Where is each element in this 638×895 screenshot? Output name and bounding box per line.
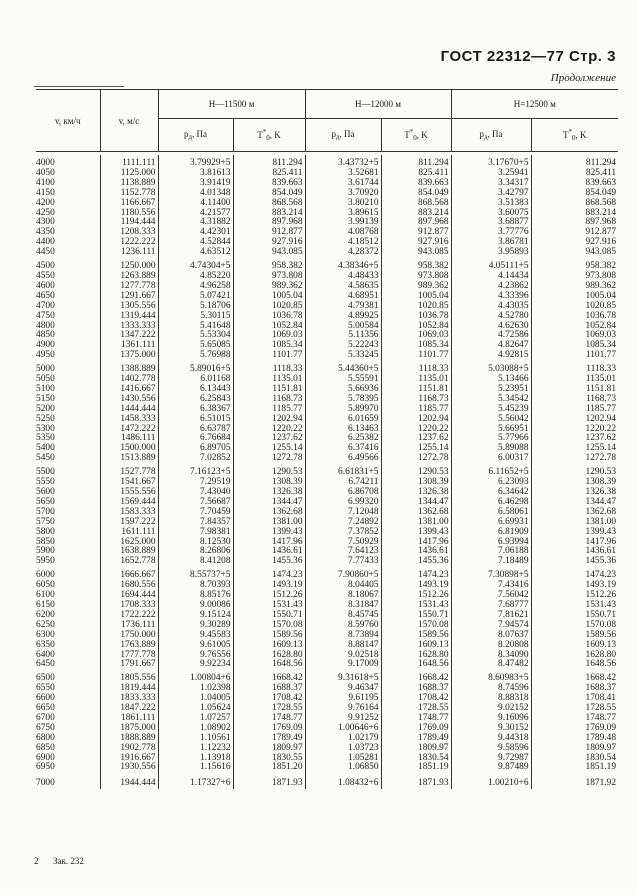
- pressure-unit: , Па: [192, 129, 208, 139]
- pressure-symbol: p: [331, 129, 336, 139]
- cell-pressure: 4.38346+5 4.48433 4.58635 4.68951 4.79381 4.89925 5.00584 5.11356 5.22243 5.33245: [305, 258, 381, 361]
- cell-temperature: 1871.92: [531, 773, 618, 789]
- cell-temperature: 811.294 825.411 839.663 854.049 868.568 883.214 897.968 912.877 927.916 943.085: [233, 155, 305, 258]
- cell-temperature: 1290.53 1308.39 1326.38 1344.47 1362.68 1381.00 1399.43 1417.96 1436.61 1455.36: [381, 464, 451, 567]
- header-rule: [34, 86, 124, 87]
- cell-temperature: 1290.53 1308.39 1326.38 1344.47 1362.68 1381.00 1399.43 1417.96 1436.61 1455.36: [233, 464, 305, 567]
- cell-temperature: 811.294 825.411 839.663 854.049 868.568 883.214 897.968 912.877 927.916 943.085: [381, 155, 451, 258]
- cell-temperature: 1474.23 1493.19 1512.26 1531.43 1550.71 1570.08 1589.56 1609.13 1628.80 1648.56: [381, 567, 451, 670]
- temperature-subscript: 0: [413, 134, 417, 142]
- temperature-superscript: *: [262, 128, 267, 136]
- cell-pressure: 3.79929+5 3.81613 3.91419 4.01348 4.11400 4.21577 4.31882 4.42301 4.52844 4.63512: [158, 155, 233, 258]
- cell-v-ms: 1666.667 1680.556 1694.444 1708.333 1722.222 1736.111 1750.000 1763.889 1777.778 1791.667: [100, 567, 158, 670]
- col-header-temperature: [381, 119, 451, 152]
- group-header-3: H=12500 м: [451, 90, 618, 119]
- temperature-subscript: 0: [266, 134, 270, 142]
- cell-pressure: 5.44360+5 5.55591 5.66936 5.78395 5.89970 6.01659 6.13463 6.25382 6.37416 6.49566: [305, 361, 381, 464]
- table-row-block: [36, 155, 618, 258]
- cell-pressure: 8.60983+5 8.74596 8.88318 9.02152 9.16096 9.30152 9.44318 9.58596 9.72987 9.87489: [451, 670, 531, 773]
- pressure-subscript: д: [335, 133, 340, 141]
- cell-temperature: 1668.42 1688.37 1708.42 1728.55 1748.77 1769.09 1789.49 1809.97 1830.55 1851.20: [233, 670, 305, 773]
- cell-pressure: 7.30898+5 7.43416 7.56042 7.68777 7.81621 7.94574 8.07637 8.20808 8.34090 8.47482: [451, 567, 531, 670]
- cell-pressure: 8.55737+5 8.70393 8.85176 9.00086 9.15124 9.30289 9.45583 9.61005 9.76556 9.92234: [158, 567, 233, 670]
- document-title: ГОСТ 22312—77 Стр. 3: [440, 48, 616, 65]
- temperature-subscript: 0: [572, 134, 576, 142]
- pressure-subscript: д: [483, 133, 488, 141]
- cell-v-kmh: 5000 5050 5100 5150 5200 5250 5300 5350 5400 5450: [36, 364, 55, 464]
- col-header-v-kmh: v, км/ч: [36, 90, 100, 152]
- cell-pressure: 1.17327+6: [158, 773, 233, 789]
- pressure-unit: , Па: [487, 129, 503, 139]
- cell-v-kmh: 7000: [36, 778, 55, 789]
- pressure-subscript: д: [188, 133, 193, 141]
- cell-pressure: 5.89016+5 6.01168 6.13443 6.25843 6.38367 6.51015 6.63787 6.76684 6.89705 7.02852: [158, 361, 233, 464]
- cell-pressure: 5.03088+5 5.13466 5.23951 5.34542 5.45239 5.56042 5.66951 5.77966 5.89088 6.00317: [451, 361, 531, 464]
- col-header-temperature: [233, 119, 305, 152]
- col-header-pressure: [305, 119, 381, 152]
- temperature-symbol: T: [563, 130, 569, 140]
- pressure-symbol: p: [183, 129, 189, 139]
- cell-temperature: 1474.23 1493.19 1512.26 1531.43 1550.71 1570.08 1589.56 1609.13 1628.80 1648.56: [233, 567, 305, 670]
- cell-v-ms: 1111.111 1125.000 1138.889 1152.778 1166.667 1180.556 1194.444 1208.333 1222.222 1236.111: [100, 155, 158, 258]
- page-footer: [34, 856, 84, 866]
- cell-pressure: 6.61831+5 6.74211 6.86708 6.99320 7.12048 7.24892 7.37852 7.50929 7.64123 7.77433: [305, 464, 381, 567]
- temperature-superscript: *: [568, 128, 573, 136]
- table-row-block: [36, 670, 618, 773]
- temperature-superscript: *: [409, 128, 414, 136]
- data-table: [36, 89, 618, 789]
- cell-pressure: 9.31618+5 9.46347 9.61195 9.76164 9.91252 1.00646+6 1.02179 1.03723 1.05281 1.06850: [305, 670, 381, 773]
- cell-temperature: 811.294 825.411 839.663 854.049 868.568 883.214 897.968 912.877 927.916 943.085: [531, 155, 618, 258]
- temperature-symbol: T: [404, 130, 410, 140]
- cell-v-ms: 1388.889 1402.778 1416.667 1430.556 1444.444 1458.333 1472.222 1486.111 1500.000 1513.889: [100, 361, 158, 464]
- cell-pressure: 7.90860+5 8.04405 8.18067 8.31847 8.45745 8.59760 8.73894 8.88147 9.02518 9.17009: [305, 567, 381, 670]
- cell-temperature: 1668.42 1688.37 1708.41 1728.55 1748.77 1769.09 1789.48 1809.97 1830.54 1851.19: [531, 670, 618, 773]
- cell-pressure: 7.16123+5 7.29519 7.43040 7.56687 7.70459 7.84357 7.98381 8.12530 8.26806 8.41208: [158, 464, 233, 567]
- cell-pressure: 1.08432+6: [305, 773, 381, 789]
- col-header-pressure: [451, 119, 531, 152]
- cell-temperature: 958.382 973.808 989.362 1005.04 1020.85 1036.78 1052.84 1069.03 1085.34 1101.77: [381, 258, 451, 361]
- cell-pressure: 1.00210+6: [451, 773, 531, 789]
- page-number: 2: [34, 856, 39, 866]
- col-header-pressure: [158, 119, 233, 152]
- cell-temperature: 958.382 973.808 989.362 1005.04 1020.85 1036.78 1052.84 1069.03 1085.34 1101.77: [233, 258, 305, 361]
- cell-pressure: 1.00804+6 1.02398 1.04005 1.05624 1.07257 1.08902 1.10561 1.12232 1.13918 1.15616: [158, 670, 233, 773]
- cell-temperature: 1118.33 1135.01 1151.81 1168.73 1185.77 1202.94 1220.22 1237.62 1255.14 1272.78: [531, 361, 618, 464]
- cell-v-kmh: 4000 4050 4100 4150 4200 4250 4300 4350 4400 4450: [36, 158, 55, 258]
- cell-v-kmh: 6500 6550 6600 6650 6700 6750 6800 6850 6900 6950: [36, 673, 55, 773]
- temperature-symbol: T: [257, 130, 263, 140]
- cell-pressure: 4.74304+5 4.85220 4.96258 5.07421 5.18706 5.30115 5.41648 5.53304 5.65085 5.76988: [158, 258, 233, 361]
- cell-v-ms: 1944.444: [100, 773, 158, 789]
- cell-temperature: 1668.42 1688.37 1708.42 1728.55 1748.77 1769.09 1789.49 1809.97 1830.54 1851.19: [381, 670, 451, 773]
- cell-v-ms: 1250.000 1263.889 1277.778 1291.667 1305.556 1319.444 1333.333 1347.222 1361.111 1375.000: [100, 258, 158, 361]
- cell-pressure: 3.43732+5 3.52681 3.61744 3.70920 3.80210 3.89615 3.99139 4.08768 4.18512 4.28372: [305, 155, 381, 258]
- continuation-label: Продолжение: [550, 72, 616, 84]
- temperature-unit: , K: [416, 130, 428, 140]
- cell-temperature: 1118.33 1135.01 1151.81 1168.73 1185.77 1202.94 1220.22 1237.62 1255.14 1272.78: [381, 361, 451, 464]
- cell-v-kmh: 4500 4550 4600 4650 4700 4750 4800 4850 4900 4950: [36, 261, 55, 361]
- cell-temperature: 1118.33 1135.01 1151.81 1168.73 1185.77 1202.94 1220.22 1237.62 1255.14 1272.78: [233, 361, 305, 464]
- pressure-symbol: p: [479, 129, 484, 139]
- cell-v-kmh: 5500 5550 5600 5650 5700 5750 5800 5850 5900 5950: [36, 467, 55, 567]
- cell-temperature: 1290.53 1308.39 1326.38 1344.47 1362.68 1381.00 1399.43 1417.96 1436.61 1455.36: [531, 464, 618, 567]
- cell-pressure: 3.17670+5 3.25941 3.34317 3.42797 3.51383 3.60075 3.68877 3.77776 3.86781 3.95893: [451, 155, 531, 258]
- table-row-block: [36, 773, 618, 789]
- order-number: Зак. 232: [53, 856, 84, 866]
- cell-v-kmh: 6000 6050 6100 6150 6200 6250 6300 6350 6400 6450: [36, 570, 55, 670]
- table-row-block: [36, 258, 618, 361]
- cell-temperature: 1474.23 1493.19 1512.26 1531.43 1550.71 1570.08 1589.56 1609.13 1628.80 1648.56: [531, 567, 618, 670]
- group-header-2: H—12000 м: [305, 90, 451, 119]
- temperature-unit: , K: [269, 130, 281, 140]
- cell-v-ms: 1805.556 1819.444 1833.333 1847.222 1861.111 1875.000 1888.889 1902.778 1916.667 1930.556: [100, 670, 158, 773]
- pressure-unit: , Па: [339, 129, 355, 139]
- col-header-temperature: [531, 119, 618, 152]
- temperature-unit: , K: [575, 130, 587, 140]
- table-row-block: [36, 464, 618, 567]
- cell-pressure: 4.05111+5 4.14434 4.23862 4.33396 4.43035 4.52780 4.62630 4.72586 4.82647 4.92815: [451, 258, 531, 361]
- cell-temperature: 958.382 973.808 989.362 1005.04 1020.85 1036.78 1052.84 1069.03 1085.34 1101.77: [531, 258, 618, 361]
- cell-pressure: 6.11652+5 6.23093 6.34642 6.46298 6.58061 6.69931 6.81909 6.93994 7.06188 7.18489: [451, 464, 531, 567]
- table-row-block: [36, 361, 618, 464]
- cell-v-ms: 1527.778 1541.667 1555.556 1569.444 1583.333 1597.222 1611.111 1625.000 1638.889 1652.778: [100, 464, 158, 567]
- col-header-v-ms: v, м/с: [100, 90, 158, 152]
- table-row-block: [36, 567, 618, 670]
- group-header-1: H—11500 м: [158, 90, 305, 119]
- cell-temperature: 1871.93: [233, 773, 305, 789]
- cell-temperature: 1871.93: [381, 773, 451, 789]
